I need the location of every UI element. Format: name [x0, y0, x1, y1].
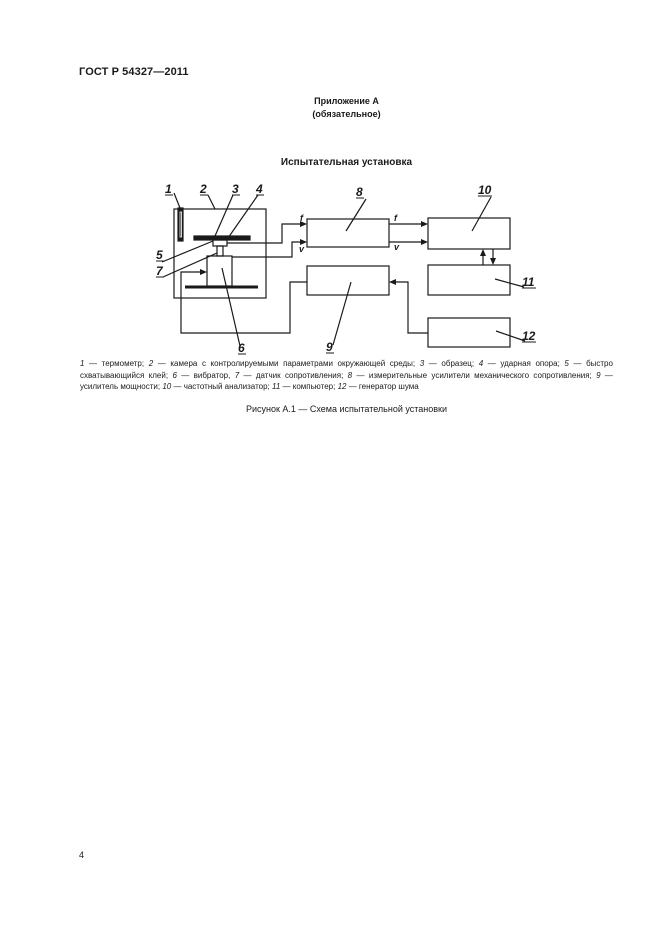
- callout-10: 10: [478, 183, 492, 197]
- arrow-11-to-10-icon: [480, 249, 486, 256]
- block-10-analyzer: [428, 218, 510, 249]
- callout-4: 4: [256, 182, 263, 196]
- impact-support: [213, 240, 227, 246]
- block-12-noise-generator: [428, 318, 510, 347]
- arrow-12-to-9-icon: [389, 279, 396, 285]
- leader-5: [162, 241, 213, 262]
- leader-1: [174, 193, 180, 208]
- signal-label-v-in: v: [299, 244, 305, 254]
- callout-11: 11: [522, 275, 535, 289]
- callout-9: 9: [326, 340, 333, 354]
- sample-plate: [194, 236, 250, 240]
- environment-chamber: [174, 209, 266, 298]
- arrow-9-to-vibrator-icon: [200, 269, 207, 275]
- arrow-10-to-11-icon: [490, 258, 496, 265]
- signal-label-f-in: f: [300, 213, 303, 223]
- vibrator-body: [207, 256, 232, 286]
- force-sensor: [217, 246, 223, 256]
- page-number: 4: [79, 850, 85, 860]
- leader-8: [346, 199, 366, 231]
- leader-7: [163, 253, 217, 277]
- leader-3: [215, 195, 233, 236]
- thermometer-icon: [178, 208, 183, 241]
- figure-heading: Испытательная установка: [280, 157, 413, 168]
- leader-6: [222, 268, 240, 346]
- link-12-9: [395, 282, 428, 333]
- callout-2: 2: [200, 182, 207, 196]
- signal-label-v-out: v: [394, 242, 400, 252]
- arrow-v-out-icon: [421, 239, 428, 245]
- leader-9: [333, 282, 351, 345]
- figure-legend: 1 — термометр; 2 — камера с контролируемыми параметрами окружающей среды; 3 — образец; 4 — ударная опора; 5 — быстро схватывающийся клей; 6 — вибратор, 7 — датчик сопротивления; 8 — измерительные усилители механического сопротивления; 9 — усилитель мощности; 10 — частотный анализатор; 11 — компьютер; 12 — генератор шума: [80, 359, 613, 391]
- callout-5: 5: [156, 248, 163, 262]
- appendix-title: Приложение А: [314, 96, 379, 106]
- callout-6: 6: [238, 341, 245, 355]
- callout-7: 7: [156, 264, 163, 278]
- block-8-amplifiers: [307, 219, 389, 247]
- callout-3: 3: [232, 182, 239, 196]
- link-9-vibrator: [181, 272, 307, 333]
- arrow-f-out-icon: [421, 221, 428, 227]
- leader-10: [472, 197, 491, 231]
- signal-label-f-out: f: [394, 213, 397, 223]
- callout-8: 8: [356, 185, 363, 199]
- leader-2: [208, 195, 215, 209]
- figure-caption: Рисунок А.1 — Схема испытательной установки: [245, 404, 448, 414]
- appendix-status: (обязательное): [312, 109, 381, 119]
- test-setup-diagram: [0, 0, 661, 360]
- callout-12: 12: [522, 329, 536, 343]
- callout-1: 1: [165, 182, 172, 196]
- document-standard-number: ГОСТ Р 54327—2011: [79, 66, 189, 78]
- leader-4: [228, 195, 258, 238]
